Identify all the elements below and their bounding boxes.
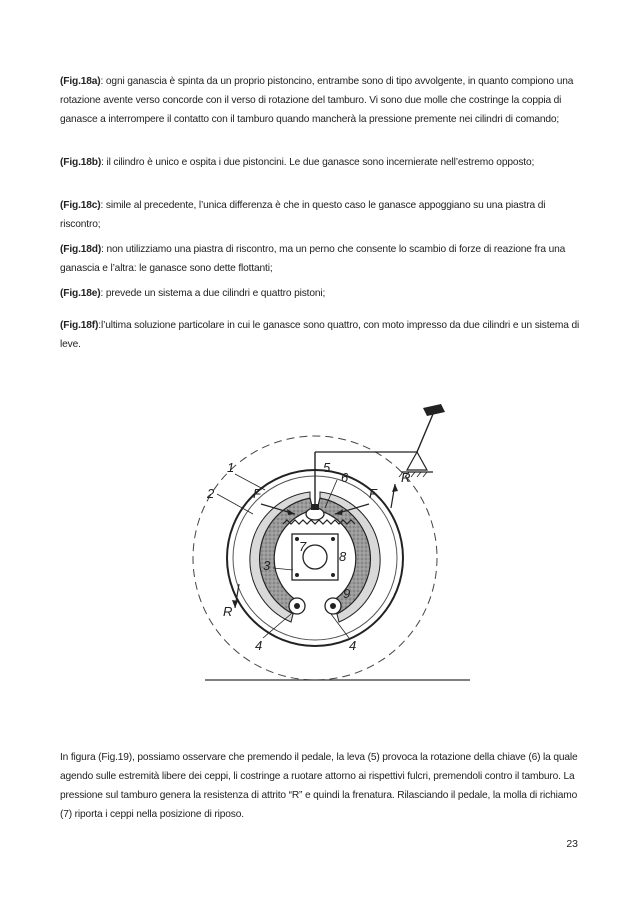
label-6: 6 xyxy=(341,470,349,485)
figure-ref: (Fig.18f) xyxy=(60,320,99,331)
paragraph-fig18c xyxy=(60,196,584,234)
label-friction-left: R xyxy=(223,604,233,619)
label-9: 9 xyxy=(343,586,351,601)
paragraph-fig18e xyxy=(60,284,584,303)
label-2: 2 xyxy=(207,486,215,501)
label-force-right: F xyxy=(369,486,377,501)
label-3: 3 xyxy=(263,558,271,573)
paragraph-fig18a xyxy=(60,72,584,129)
figure-ref: (Fig.18a) xyxy=(60,76,101,87)
figure-ref: (Fig.18b) xyxy=(60,157,102,168)
pivot-right-center xyxy=(330,603,336,609)
cam-shaft xyxy=(311,504,319,510)
bolt-hole xyxy=(331,537,335,541)
bolt-hole xyxy=(331,573,335,577)
pedal-pivot-support xyxy=(407,452,427,470)
label-5: 5 xyxy=(323,460,331,475)
paragraph-fig18b xyxy=(60,153,584,172)
paragraph-text: : prevede un sistema a due cilindri e quattro pistoni; xyxy=(100,288,326,299)
paragraph-text: : simile al precedente, l’unica differenza è che in questo caso le ganasce appoggiano su una piastra di riscontro; xyxy=(60,200,546,230)
label-friction-right: R xyxy=(401,470,411,485)
pedal-arm xyxy=(417,414,433,452)
figure-ref: (Fig.18c) xyxy=(60,200,101,211)
bottom-paragraph: In figura (Fig.19), possiamo osservare che premendo il pedale, la leva (5) provoca la rotazione della chiave (6) la quale agendo sulle estremità libere dei ceppi, li costringe a ruotare attorno ai rispettivi fulcri, premendoli contro il tamburo. La pressione sul tamburo genera la resistenza di attrito “R” e quindi la frenatura. Rilasciando il pedale, la molla di richiamo (7) riporta i ceppi nella posizione di riposo. xyxy=(60,752,578,820)
hub xyxy=(303,545,327,569)
paragraph-fig18f xyxy=(60,316,584,354)
paragraph-text: :l’ultima soluzione particolare in cui le ganasce sono quattro, con moto impresso da due cilindri e un sistema di leve. xyxy=(60,320,580,350)
paragraph-fig18d xyxy=(60,240,584,278)
label-4-right: 4 xyxy=(349,638,357,653)
figure-ref: (Fig.18d) xyxy=(60,244,102,255)
label-1: 1 xyxy=(227,460,235,475)
figure-ref: (Fig.18e) xyxy=(60,288,101,299)
page-number: 23 xyxy=(566,838,578,850)
label-4-left: 4 xyxy=(255,638,263,653)
pedal xyxy=(423,404,445,416)
label-force-left: F xyxy=(253,486,261,501)
drum-brake-figure xyxy=(165,358,475,690)
pivot-left-center xyxy=(294,603,300,609)
label-7: 7 xyxy=(299,539,307,554)
paragraph-text: : non utilizziamo una piastra di riscontro, ma un perno che consente lo scambio di forze di reazione fra una ganascia e l’altra: le ganasce sono dette flottanti; xyxy=(60,244,566,274)
bolt-hole xyxy=(295,573,299,577)
paragraph-text: : il cilindro è unico e ospita i due pistoncini. Le due ganasce sono incernierate nell’estremo opposto; xyxy=(101,157,535,168)
label-8: 8 xyxy=(339,549,347,564)
paragraph-text: : ogni ganascia è spinta da un proprio pistoncino, entrambe sono di tipo avvolgente, in quanto compiono una rotazione avente verso concorde con il verso di rotazione del tamburo. Vi sono due molle che costringe la coppia di ganasce a interrompere il contatto con il tamburo quando mancherà la pressione premente nei cilindri di comando; xyxy=(60,76,574,125)
